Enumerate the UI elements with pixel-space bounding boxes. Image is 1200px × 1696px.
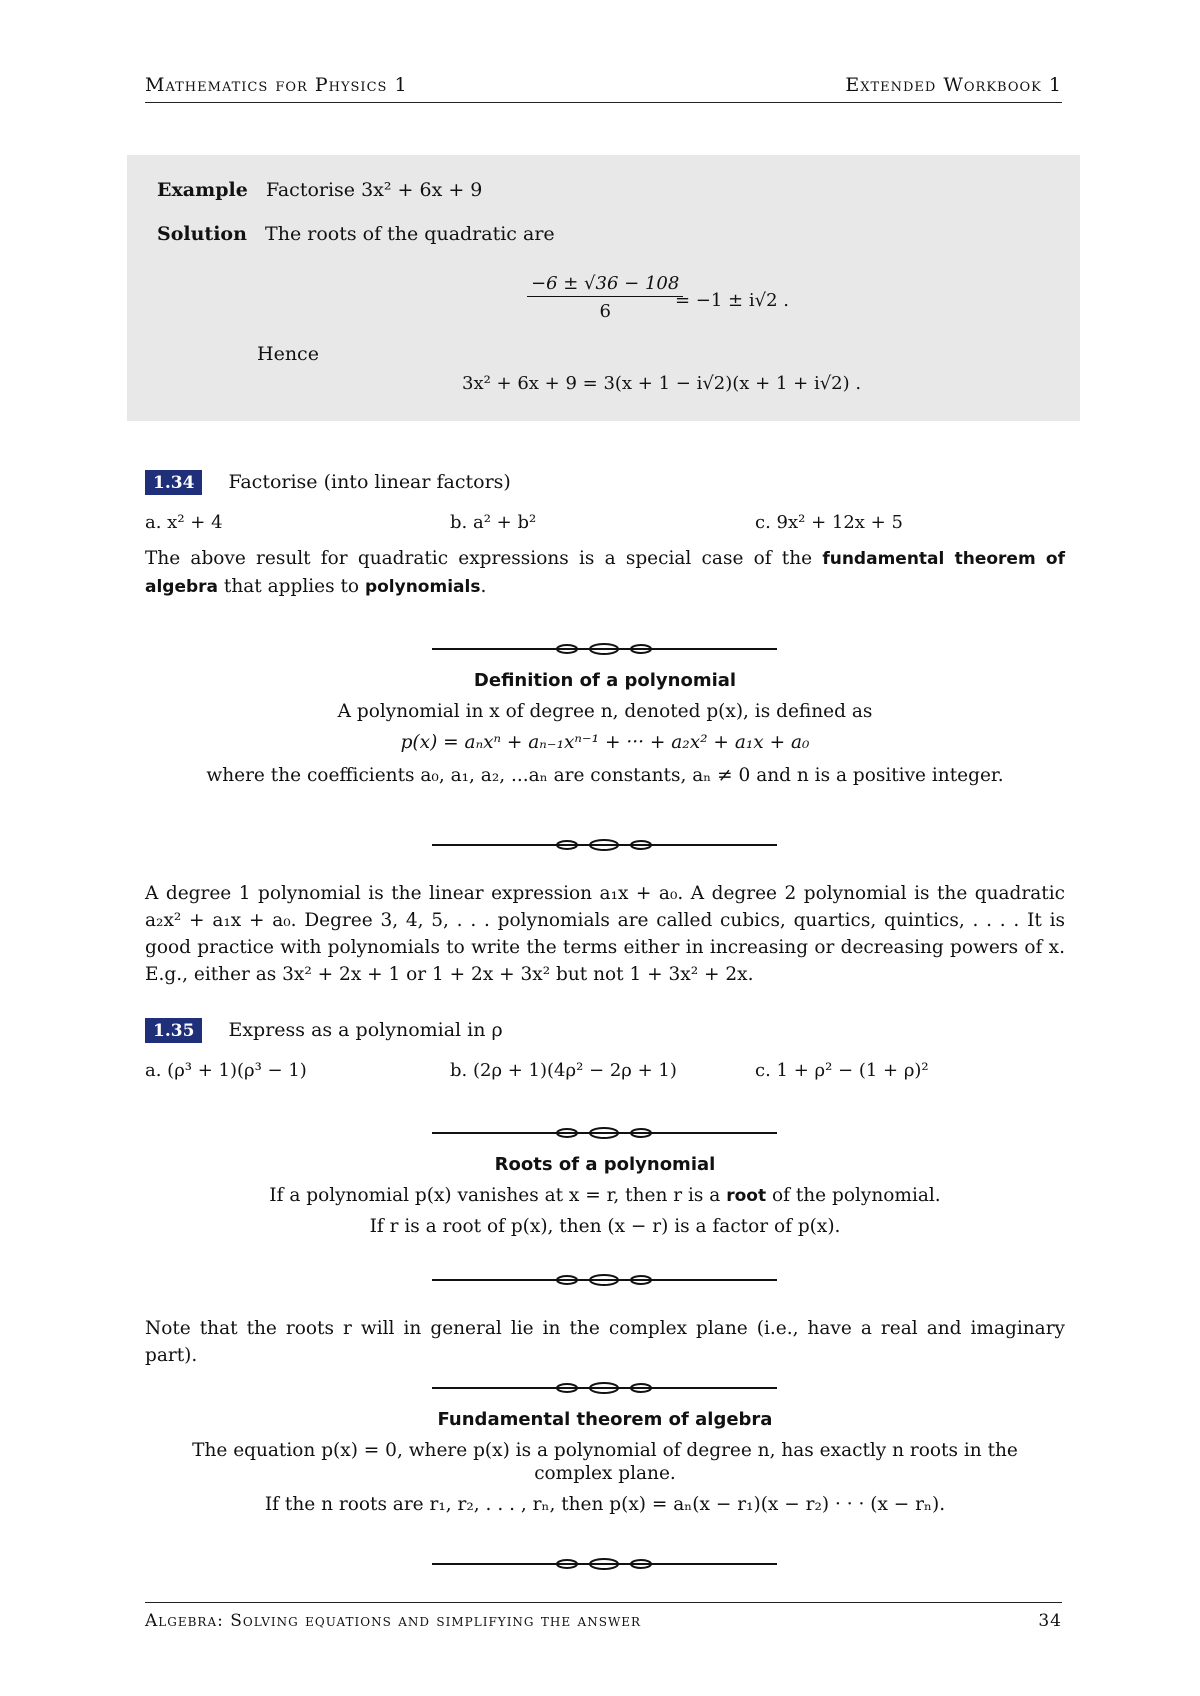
ornamental-separator (432, 1273, 777, 1287)
part-c: c. 9x² + 12x + 5 (755, 512, 903, 533)
solution-statement (157, 223, 555, 245)
definition-line-1 (145, 1185, 1065, 1206)
definition-title: Fundamental theorem of algebra (437, 1409, 773, 1430)
definition-roots (145, 1154, 1065, 1237)
problem-1-35-parts (145, 1060, 1065, 1084)
ornamental-separator (432, 1126, 777, 1140)
definition-line-1-cont: complex plane. (534, 1463, 676, 1484)
solution-text: The roots of the quadratic are (265, 223, 555, 245)
page-number: 34 (1038, 1611, 1062, 1631)
hence-label: Hence (257, 343, 319, 365)
roots-line-text: If a polynomial p(x) vanishes at x = r, then r is a (269, 1185, 727, 1206)
part-b: b. (2ρ + 1)(4ρ² − 2ρ + 1) (450, 1060, 677, 1081)
problem-number-badge: 1.34 (145, 470, 202, 495)
definition-polynomial (145, 670, 1065, 786)
roots-line-text-end: of the polynomial. (766, 1185, 941, 1206)
definition-line-1: A polynomial in x of degree n, denoted p(x), is defined as (337, 701, 873, 722)
para-text-2: that applies to (218, 576, 365, 597)
header-course-title: Mathematics for Physics 1 (145, 74, 408, 96)
definition-line-2: where the coefficients a₀, a₁, a₂, ...aₙ are constants, aₙ ≠ 0 and n is a positive integer. (206, 765, 1004, 786)
definition-fundamental-theorem (145, 1409, 1065, 1515)
problem-1-34-parts (145, 512, 1065, 536)
para-bold-polynomials: polynomials (364, 577, 481, 597)
part-a: a. (ρ³ + 1)(ρ³ − 1) (145, 1060, 307, 1081)
ornamental-separator (432, 1557, 777, 1571)
definition-line-1: The equation p(x) = 0, where p(x) is a polynomial of degree n, has exactly n roots in the (192, 1440, 1018, 1461)
part-a: a. x² + 4 (145, 512, 223, 533)
paragraph-polynomial-degrees: A degree 1 polynomial is the linear expression a₁x + a₀. A degree 2 polynomial is the quadratic a₂x² + a₁x + a₀. Degree 3, 4, 5, . . . polynomials are called cubics, quartics, quintics, . . . . It is good practice with polynomials to write the terms either in increasing or decreasing powers of x. E.g., either as 3x² + 2x + 1 or 1 + 2x + 3x² but not 1 + 3x² + 2x. (145, 883, 1065, 985)
roots-bold-word: root (726, 1186, 767, 1206)
problem-text: Factorise (into linear factors) (228, 471, 511, 493)
roots-fraction (527, 273, 683, 322)
para-text-1: The above result for quadratic expressions is a special case of the (145, 548, 823, 569)
example-box (127, 155, 1080, 421)
solution-label: Solution (157, 223, 247, 245)
running-footer (145, 1602, 1062, 1631)
running-header (145, 74, 1062, 103)
paragraph-fundamental-theorem-note (145, 545, 1065, 601)
problem-1-35-title (145, 1018, 503, 1043)
part-b: b. a² + b² (450, 512, 537, 533)
definition-title: Roots of a polynomial (494, 1154, 716, 1175)
example-label: Example (157, 179, 248, 201)
fraction-denominator: 6 (599, 301, 611, 322)
para-bold-fta: fundamental theorem of algebra (145, 549, 1065, 597)
footer-chapter-title: Algebra: Solving equations and simplifying the answer (145, 1611, 642, 1631)
example-text: Factorise 3x² + 6x + 9 (265, 179, 483, 201)
paragraph-complex-roots: Note that the roots r will in general lie in the complex plane (i.e., have a real and imaginary part). (145, 1318, 1065, 1366)
example-statement (157, 179, 482, 201)
ornamental-separator (432, 642, 777, 656)
problem-text: Express as a polynomial in ρ (228, 1019, 503, 1041)
definition-equation: p(x) = aₙxⁿ + aₙ₋₁xⁿ⁻¹ + ··· + a₂x² + a₁x + a₀ (400, 732, 810, 753)
roots-result: = −1 ± i√2 . (675, 290, 789, 311)
problem-number-badge: 1.35 (145, 1018, 202, 1043)
ornamental-separator (432, 838, 777, 852)
header-workbook-title: Extended Workbook 1 (845, 74, 1062, 96)
definition-line-2: If the n roots are r₁, r₂, . . . , rₙ, then p(x) = aₙ(x − r₁)(x − r₂) · · · (x − rₙ). (264, 1494, 946, 1515)
definition-title: Definition of a polynomial (473, 670, 737, 691)
ornamental-separator (432, 1381, 777, 1395)
fraction-numerator: −6 ± √36 − 108 (527, 273, 683, 297)
definition-line-2: If r is a root of p(x), then (x − r) is a factor of p(x). (369, 1216, 841, 1237)
problem-1-34-title (145, 470, 511, 495)
para-text-3: . (480, 576, 487, 597)
part-c: c. 1 + ρ² − (1 + ρ)² (755, 1060, 929, 1081)
factorised-equation: 3x² + 6x + 9 = 3(x + 1 − i√2)(x + 1 + i√2) . (462, 373, 862, 394)
